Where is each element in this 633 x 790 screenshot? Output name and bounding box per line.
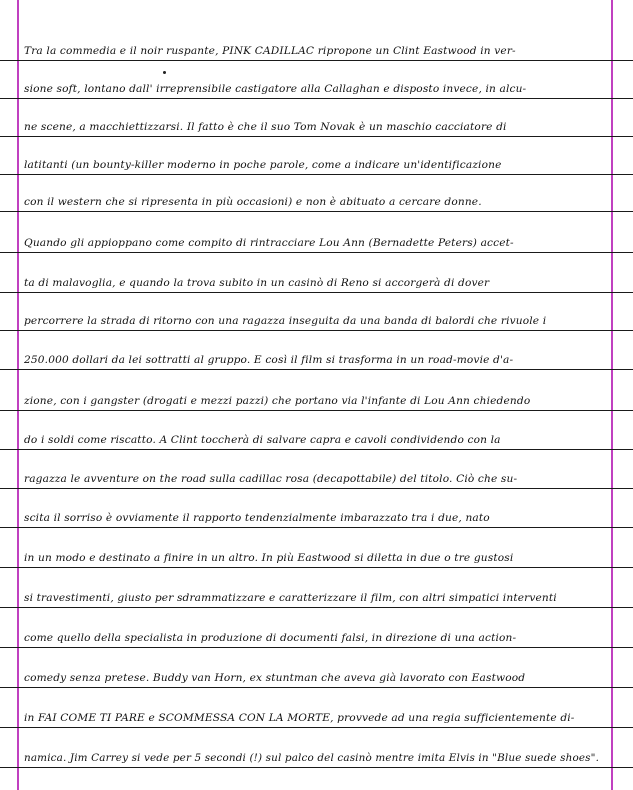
text-line-18: in FAI COME TI PARE e SCOMMESSA CON LA MORTE, provvede ad una regia sufficientemente di- (24, 712, 575, 724)
text-line-1: Tra la commedia e il noir ruspante, PINK CADILLAC ripropone un Clint Eastwood in ver- (24, 45, 516, 57)
ink-dot (163, 71, 166, 74)
text-line-10: zione, con i gangster (drogati e mezzi pazzi) che portano via l'infante di Lou Ann chiedendo (24, 395, 531, 407)
text-line-7: ta di malavoglia, e quando la trova subito in un casinò di Reno si accorgerà di dover (24, 277, 490, 289)
text-line-12: ragazza le avventure on the road sulla cadillac rosa (decapottabile) del titolo. Ciò che su- (24, 473, 518, 485)
text-line-11: do i soldi come riscatto. A Clint toccherà di salvare capra e cavoli condividendo con la (24, 434, 501, 446)
text-line-4: latitanti (un bounty-killer moderno in poche parole, come a indicare un'identificazione (24, 159, 502, 171)
text-line-14: in un modo e destinato a finire in un altro. In più Eastwood si diletta in due o tre gustosi (24, 552, 514, 564)
text-line-8: percorrere la strada di ritorno con una ragazza inseguita da una banda di balordi che rivuole i (24, 315, 547, 327)
text-line-19: namica. Jim Carrey si vede per 5 secondi (!) sul palco del casinò mentre imita Elvis in "Blue suede shoes". (24, 752, 600, 764)
right-margin-line (611, 0, 613, 790)
text-line-13: scita il sorriso è ovviamente il rapporto tendenzialmente imbarazzato tra i due, nato (24, 512, 490, 524)
text-line-9: 250.000 dollari da lei sottratti al gruppo. E così il film si trasforma in un road-movie d'a- (24, 354, 514, 366)
text-line-17: comedy senza pretese. Buddy van Horn, ex stuntman che aveva già lavorato con Eastwood (24, 672, 526, 684)
text-line-15: si travestimenti, giusto per sdrammatizzare e caratterizzare il film, con altri simpatici interventi (24, 592, 557, 604)
text-line-2: sione soft, lontano dall' irreprensibile castigatore alla Callaghan e disposto invece, in alcu- (24, 83, 527, 95)
text-line-6: Quando gli appioppano come compito di rintracciare Lou Ann (Bernadette Peters) accet- (24, 237, 514, 249)
text-line-16: come quello della specialista in produzione di documenti falsi, in direzione di una action- (24, 632, 517, 644)
left-margin-line (17, 0, 19, 790)
text-line-5: con il western che si ripresenta in più occasioni) e non è abituato a cercare donne. (24, 196, 482, 208)
text-line-3: ne scene, a macchiettizzarsi. Il fatto è che il suo Tom Novak è un maschio cacciatore di (24, 121, 507, 133)
